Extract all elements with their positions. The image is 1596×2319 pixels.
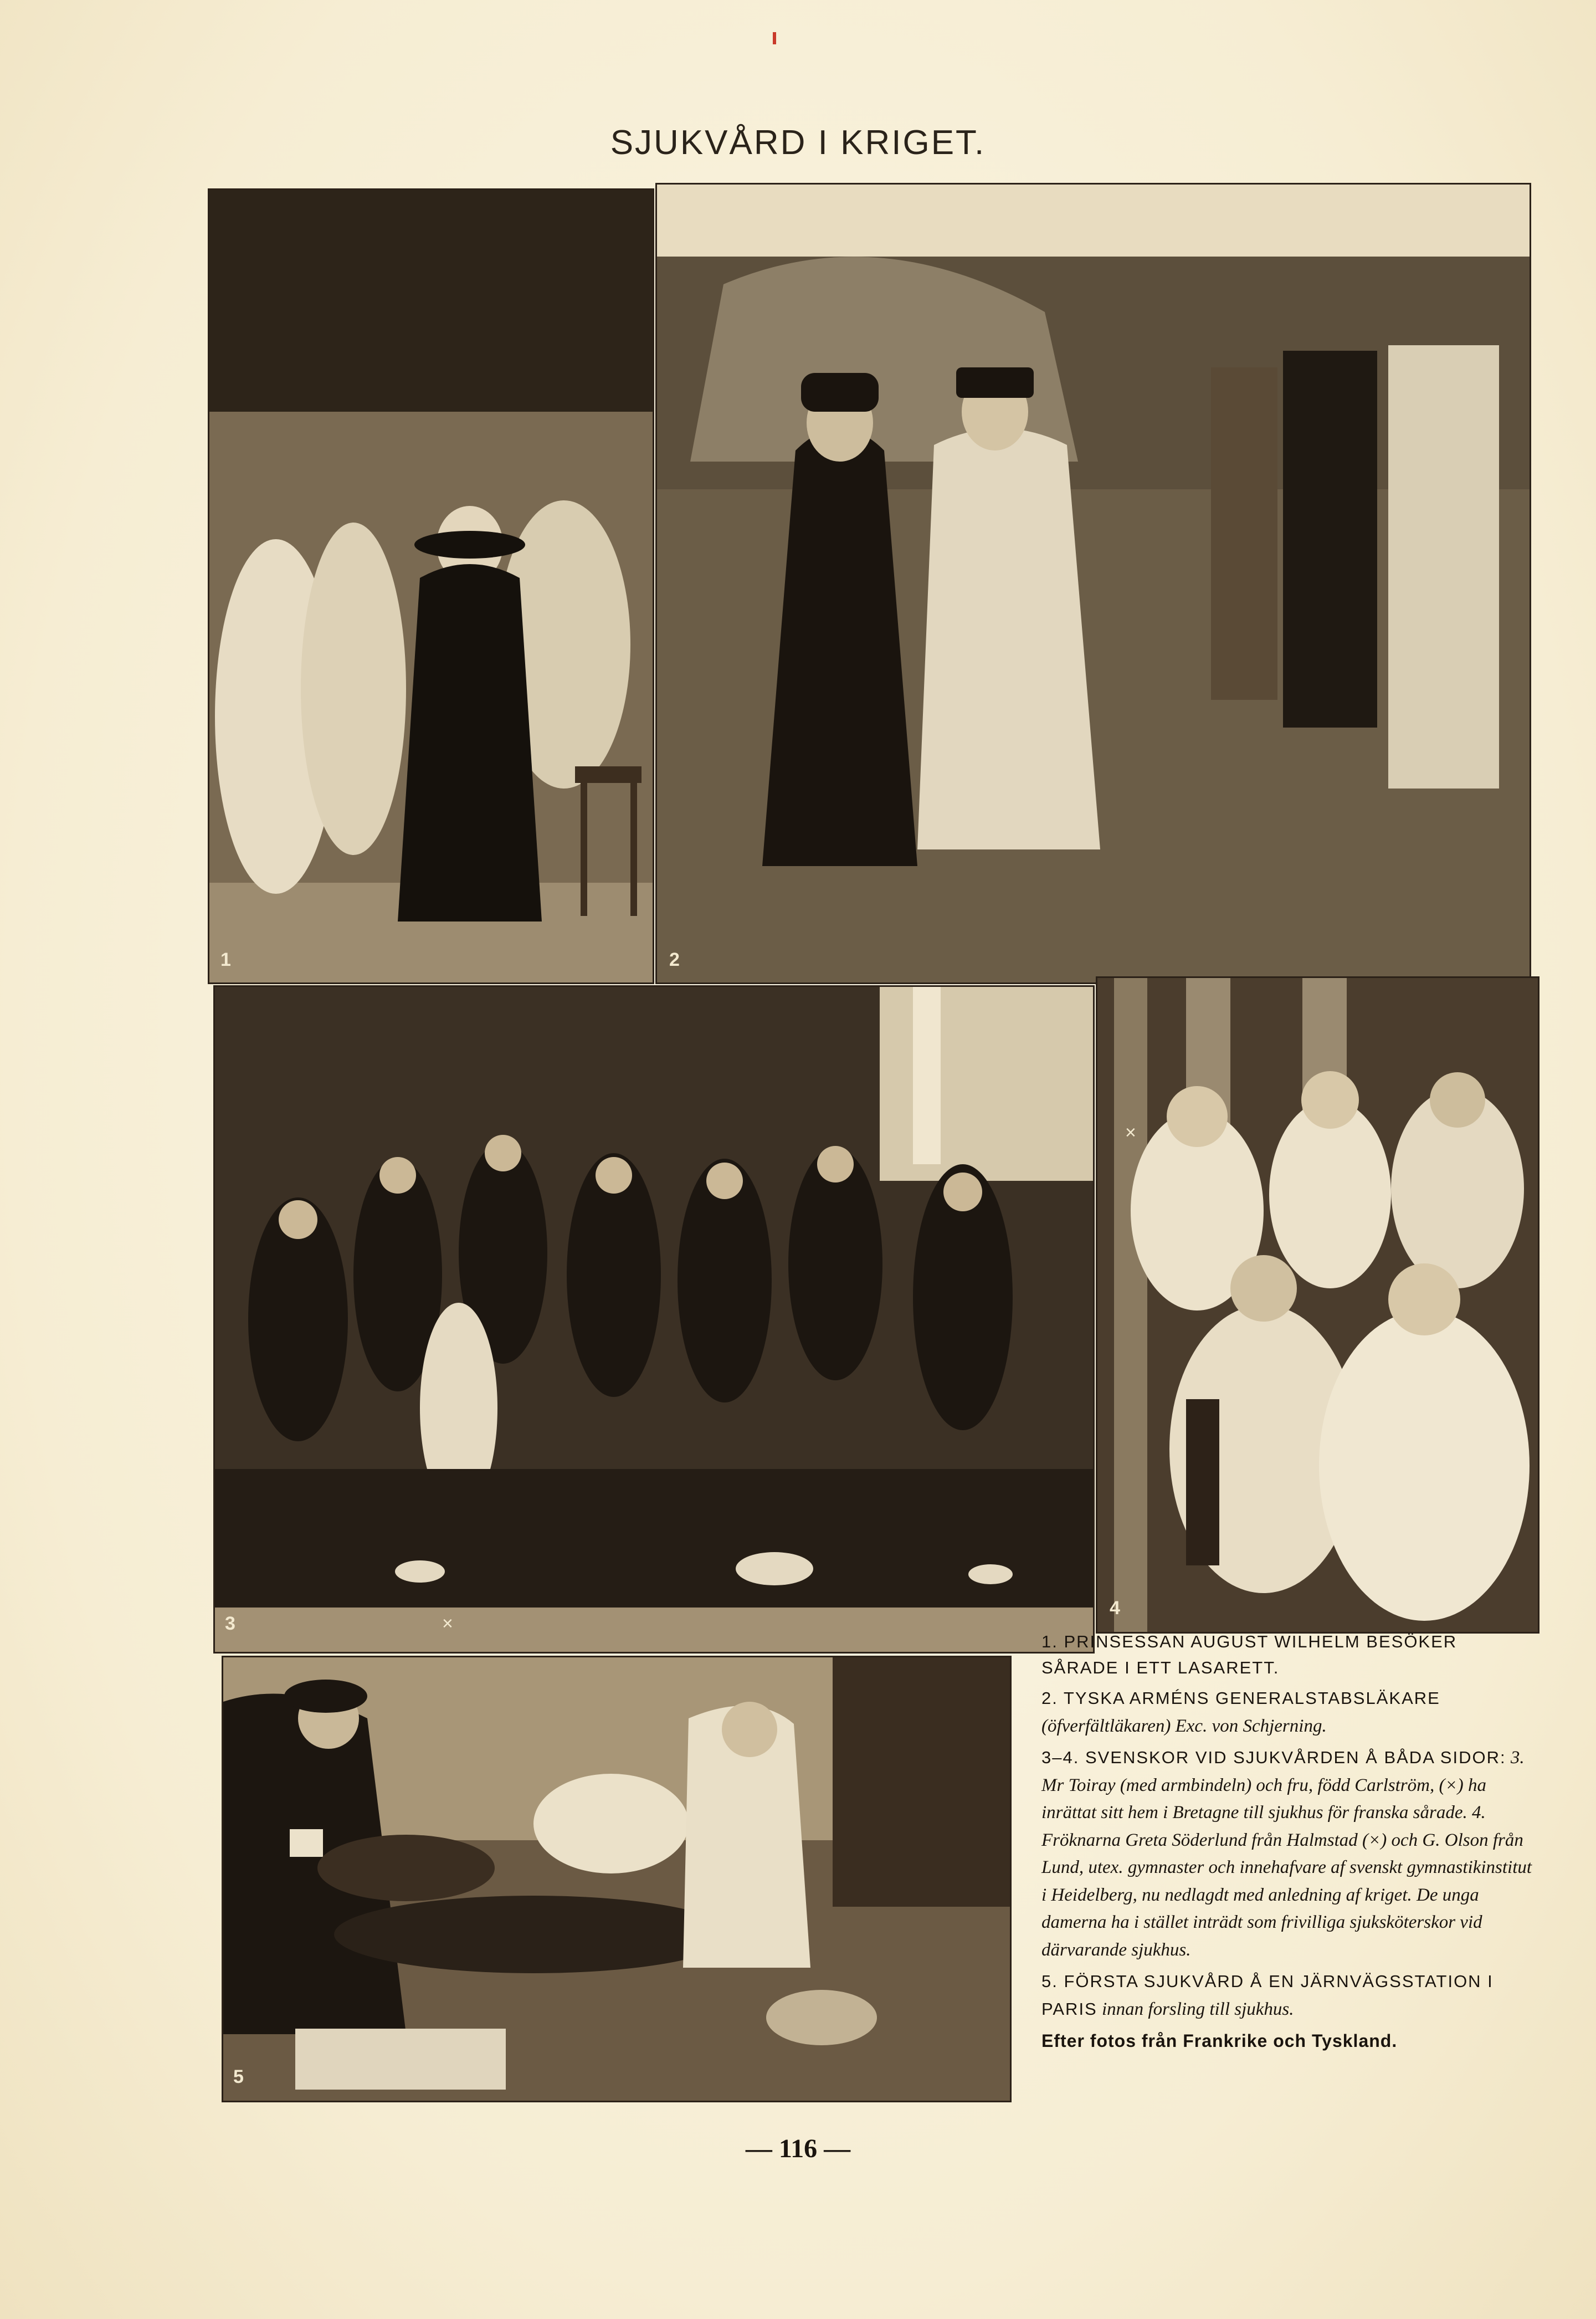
photo-2-number: 2 bbox=[669, 949, 680, 970]
photo-2-general-staff-doctor bbox=[655, 183, 1531, 984]
photo-credit: Efter fotos från Frankrike och Tyskland. bbox=[1041, 2031, 1398, 2051]
page-title: SJUKVÅRD I KRIGET. bbox=[610, 123, 986, 162]
photo-4-swedish-nurses bbox=[1096, 976, 1539, 1634]
page-number: — 116 — bbox=[745, 2134, 851, 2163]
photo-4-number: 4 bbox=[1110, 1598, 1120, 1619]
photo-1-image bbox=[209, 190, 653, 982]
photo-3-cross-mark: × bbox=[442, 1613, 453, 1634]
photo-3-number: 3 bbox=[225, 1613, 235, 1634]
caption-5 bbox=[1041, 1968, 1540, 2023]
photo-5-first-aid-railway-station bbox=[222, 1656, 1012, 2102]
caption-5-detail: innan forsling till sjukhus. bbox=[1101, 1999, 1294, 2019]
photo-1-number: 1 bbox=[220, 949, 231, 970]
caption-2 bbox=[1041, 1685, 1540, 1740]
red-ink-mark bbox=[773, 32, 776, 44]
photo-3-group-of-wounded bbox=[213, 985, 1095, 1653]
caption-3-4-detail: 3. Mr Toiray (med armbindeln) och fru, född Carlström, (×) ha inrättat sitt hem i Bretagne till sjukhus för franska sårade. 4. Fröknarna Greta Söderlund från Halmstad (×) och G. Olson från Lund, utex. gymnaster och innehafvare af svenskt gymnastikinstitut i Heidelberg, nu nedlagdt med anledning af kriget. De unga damerna ha i stället inträdt som frivilliga sjuksköterskor vid därvarande sjukhus. bbox=[1041, 1748, 1532, 1960]
caption-1: 1. PRINSESSAN AUGUST WILHELM BESÖKER SÅRADE I ETT LASARETT. bbox=[1041, 1632, 1458, 1677]
photo-4-image bbox=[1097, 978, 1538, 1632]
photo-4-cross-mark: × bbox=[1125, 1122, 1136, 1143]
caption-5-head: 5. FÖRSTA SJUKVÅRD Å EN JÄRNVÄGSSTATION I PARIS bbox=[1041, 1972, 1494, 2019]
photo-5-number: 5 bbox=[233, 2066, 244, 2087]
photo-3-image bbox=[215, 987, 1093, 1652]
photo-1-princess-visit bbox=[208, 188, 654, 984]
caption-3-4-head: 3–4. SVENSKOR VID SJUKVÅRDEN Å BÅDA SIDOR: bbox=[1041, 1748, 1506, 1767]
photo-5-image bbox=[223, 1657, 1010, 2101]
caption-3-4 bbox=[1041, 1744, 1540, 1964]
caption-2-detail: (öfverfältläkaren) Exc. von Schjerning. bbox=[1041, 1716, 1327, 1736]
photo-2-image bbox=[657, 185, 1530, 982]
caption-2-head: 2. TYSKA ARMÉNS GENERALSTABSLÄKARE bbox=[1041, 1688, 1440, 1708]
caption-block bbox=[1041, 1629, 1540, 2059]
